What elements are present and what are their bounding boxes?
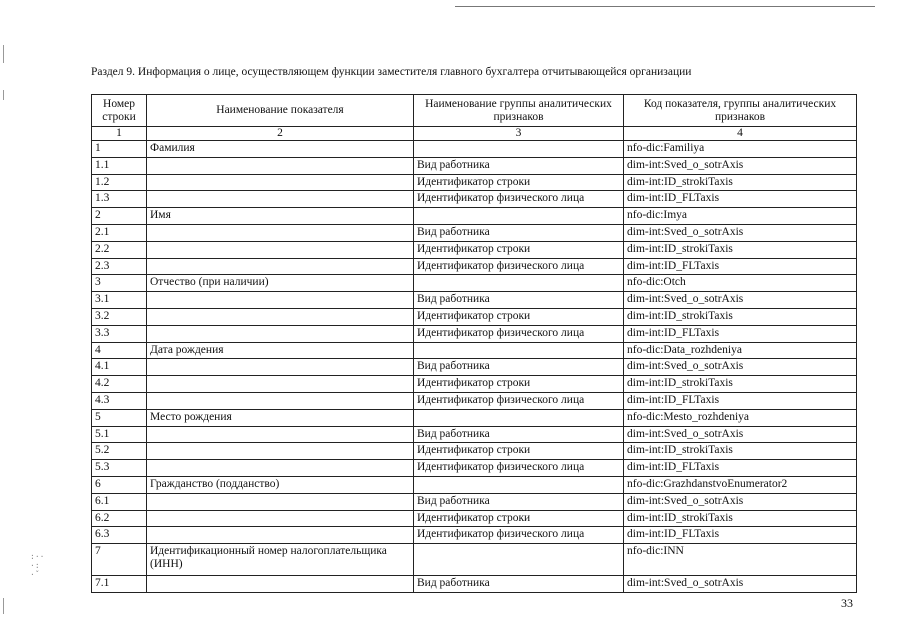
- code-cell: dim-int:Sved_o_sotrAxis: [624, 224, 857, 241]
- table-row: [92, 292, 857, 309]
- indicator-name-cell: Место рождения: [147, 409, 414, 426]
- column-number: 3: [414, 127, 624, 141]
- group-name-cell: [414, 409, 624, 426]
- code-cell: dim-int:ID_FLTaxis: [624, 191, 857, 208]
- indicator-name-cell: [147, 258, 414, 275]
- row-number-cell: 6: [92, 476, 147, 493]
- group-name-cell: Идентификатор физического лица: [414, 392, 624, 409]
- row-number-cell: 6.1: [92, 493, 147, 510]
- header-code: Код показателя, группы аналитических признаков: [624, 95, 857, 127]
- indicator-name-cell: Гражданство (подданство): [147, 476, 414, 493]
- group-name-cell: Вид работника: [414, 359, 624, 376]
- code-cell: dim-int:Sved_o_sotrAxis: [624, 493, 857, 510]
- left-edge-mark: [3, 45, 4, 63]
- table-row: [92, 141, 857, 158]
- row-number-cell: 3.1: [92, 292, 147, 309]
- indicator-name-cell: Фамилия: [147, 141, 414, 158]
- table-row: [92, 342, 857, 359]
- table-row: [92, 392, 857, 409]
- table-row: [92, 576, 857, 593]
- code-cell: dim-int:ID_strokiTaxis: [624, 174, 857, 191]
- table-row: [92, 174, 857, 191]
- row-number-cell: 6.3: [92, 527, 147, 544]
- indicator-name-cell: [147, 443, 414, 460]
- indicator-name-cell: [147, 493, 414, 510]
- scan-artifact: :·· ·: ·ˇ: [30, 552, 45, 579]
- table-row: [92, 208, 857, 225]
- code-cell: nfo-dic:Data_rozhdeniya: [624, 342, 857, 359]
- group-name-cell: Идентификатор строки: [414, 174, 624, 191]
- code-cell: dim-int:ID_FLTaxis: [624, 258, 857, 275]
- left-edge-mark: [3, 598, 4, 614]
- code-cell: nfo-dic:Familiya: [624, 141, 857, 158]
- row-number-cell: 7: [92, 544, 147, 576]
- group-name-cell: Идентификатор физического лица: [414, 191, 624, 208]
- code-cell: dim-int:Sved_o_sotrAxis: [624, 292, 857, 309]
- indicator-name-cell: [147, 325, 414, 342]
- indicator-name-cell: [147, 292, 414, 309]
- group-name-cell: Идентификатор строки: [414, 376, 624, 393]
- row-number-cell: 2.1: [92, 224, 147, 241]
- row-number-cell: 6.2: [92, 510, 147, 527]
- table-header-row: [92, 95, 857, 127]
- code-cell: dim-int:ID_FLTaxis: [624, 460, 857, 477]
- group-name-cell: Вид работника: [414, 292, 624, 309]
- code-cell: dim-int:ID_strokiTaxis: [624, 443, 857, 460]
- table-row: [92, 224, 857, 241]
- indicator-name-cell: [147, 392, 414, 409]
- code-cell: nfo-dic:Mesto_rozhdeniya: [624, 409, 857, 426]
- indicator-name-cell: [147, 157, 414, 174]
- code-cell: dim-int:Sved_o_sotrAxis: [624, 576, 857, 593]
- row-number-cell: 3.2: [92, 308, 147, 325]
- table-body: [92, 141, 857, 593]
- row-number-cell: 7.1: [92, 576, 147, 593]
- row-number-cell: 4.3: [92, 392, 147, 409]
- row-number-cell: 5.2: [92, 443, 147, 460]
- group-name-cell: Идентификатор физического лица: [414, 258, 624, 275]
- group-name-cell: Вид работника: [414, 224, 624, 241]
- group-name-cell: [414, 141, 624, 158]
- row-number-cell: 4.1: [92, 359, 147, 376]
- column-number: 4: [624, 127, 857, 141]
- indicator-name-cell: [147, 376, 414, 393]
- row-number-cell: 1.2: [92, 174, 147, 191]
- code-cell: nfo-dic:INN: [624, 544, 857, 576]
- code-cell: dim-int:ID_strokiTaxis: [624, 308, 857, 325]
- group-name-cell: Вид работника: [414, 426, 624, 443]
- indicator-name-cell: Отчество (при наличии): [147, 275, 414, 292]
- indicator-name-cell: [147, 224, 414, 241]
- page-number: 33: [841, 596, 853, 610]
- code-cell: dim-int:ID_strokiTaxis: [624, 241, 857, 258]
- row-number-cell: 4.2: [92, 376, 147, 393]
- table-row: [92, 426, 857, 443]
- indicator-name-cell: [147, 426, 414, 443]
- group-name-cell: Идентификатор физического лица: [414, 325, 624, 342]
- code-cell: dim-int:Sved_o_sotrAxis: [624, 157, 857, 174]
- table-row: [92, 376, 857, 393]
- table-row: [92, 493, 857, 510]
- table-row: [92, 275, 857, 292]
- indicator-name-cell: [147, 241, 414, 258]
- row-number-cell: 2.2: [92, 241, 147, 258]
- code-cell: dim-int:ID_FLTaxis: [624, 392, 857, 409]
- row-number-cell: 3.3: [92, 325, 147, 342]
- left-edge-mark: [3, 90, 4, 100]
- group-name-cell: Идентификатор строки: [414, 308, 624, 325]
- indicator-name-cell: [147, 191, 414, 208]
- row-number-cell: 4: [92, 342, 147, 359]
- group-name-cell: [414, 342, 624, 359]
- group-name-cell: Идентификатор строки: [414, 510, 624, 527]
- indicator-name-cell: Идентификационный номер налогоплательщика (ИНН): [147, 544, 414, 576]
- code-cell: nfo-dic:Otch: [624, 275, 857, 292]
- group-name-cell: Идентификатор строки: [414, 443, 624, 460]
- section-title: Раздел 9. Информация о лице, осуществляющем функции заместителя главного бухгалтера отчитывающейся организации: [91, 66, 692, 78]
- code-cell: dim-int:Sved_o_sotrAxis: [624, 359, 857, 376]
- row-number-cell: 5.3: [92, 460, 147, 477]
- header-row-number: Номер строки: [92, 95, 147, 127]
- group-name-cell: Идентификатор физического лица: [414, 527, 624, 544]
- column-number: 2: [147, 127, 414, 141]
- indicator-name-cell: [147, 359, 414, 376]
- table-row: [92, 409, 857, 426]
- code-cell: dim-int:ID_strokiTaxis: [624, 376, 857, 393]
- table-row: [92, 325, 857, 342]
- table-row: [92, 476, 857, 493]
- code-cell: dim-int:Sved_o_sotrAxis: [624, 426, 857, 443]
- top-rule: [455, 6, 875, 7]
- indicator-name-cell: Дата рождения: [147, 342, 414, 359]
- group-name-cell: [414, 275, 624, 292]
- table-row: [92, 544, 857, 576]
- indicators-table: [91, 94, 857, 593]
- group-name-cell: Вид работника: [414, 576, 624, 593]
- group-name-cell: Идентификатор физического лица: [414, 460, 624, 477]
- table-row: [92, 241, 857, 258]
- group-name-cell: [414, 544, 624, 576]
- row-number-cell: 1.3: [92, 191, 147, 208]
- table-row: [92, 527, 857, 544]
- row-number-cell: 1: [92, 141, 147, 158]
- table-row: [92, 510, 857, 527]
- column-number: 1: [92, 127, 147, 141]
- indicator-name-cell: [147, 308, 414, 325]
- group-name-cell: [414, 208, 624, 225]
- group-name-cell: [414, 476, 624, 493]
- row-number-cell: 1.1: [92, 157, 147, 174]
- row-number-cell: 2.3: [92, 258, 147, 275]
- table-row: [92, 308, 857, 325]
- indicator-name-cell: [147, 510, 414, 527]
- indicator-name-cell: Имя: [147, 208, 414, 225]
- table-row: [92, 191, 857, 208]
- table-row: [92, 258, 857, 275]
- header-indicator-name: Наименование показателя: [147, 95, 414, 127]
- table-row: [92, 157, 857, 174]
- indicator-name-cell: [147, 527, 414, 544]
- code-cell: dim-int:ID_FLTaxis: [624, 527, 857, 544]
- group-name-cell: Вид работника: [414, 493, 624, 510]
- table-row: [92, 359, 857, 376]
- code-cell: nfo-dic:GrazhdanstvoEnumerator2: [624, 476, 857, 493]
- column-number-row: [92, 127, 857, 141]
- group-name-cell: Вид работника: [414, 157, 624, 174]
- indicator-name-cell: [147, 460, 414, 477]
- row-number-cell: 5: [92, 409, 147, 426]
- header-group-name: Наименование группы аналитических признаков: [414, 95, 624, 127]
- code-cell: nfo-dic:Imya: [624, 208, 857, 225]
- indicator-name-cell: [147, 576, 414, 593]
- indicator-name-cell: [147, 174, 414, 191]
- table-row: [92, 443, 857, 460]
- code-cell: dim-int:ID_strokiTaxis: [624, 510, 857, 527]
- code-cell: dim-int:ID_FLTaxis: [624, 325, 857, 342]
- row-number-cell: 2: [92, 208, 147, 225]
- row-number-cell: 5.1: [92, 426, 147, 443]
- row-number-cell: 3: [92, 275, 147, 292]
- table-row: [92, 460, 857, 477]
- group-name-cell: Идентификатор строки: [414, 241, 624, 258]
